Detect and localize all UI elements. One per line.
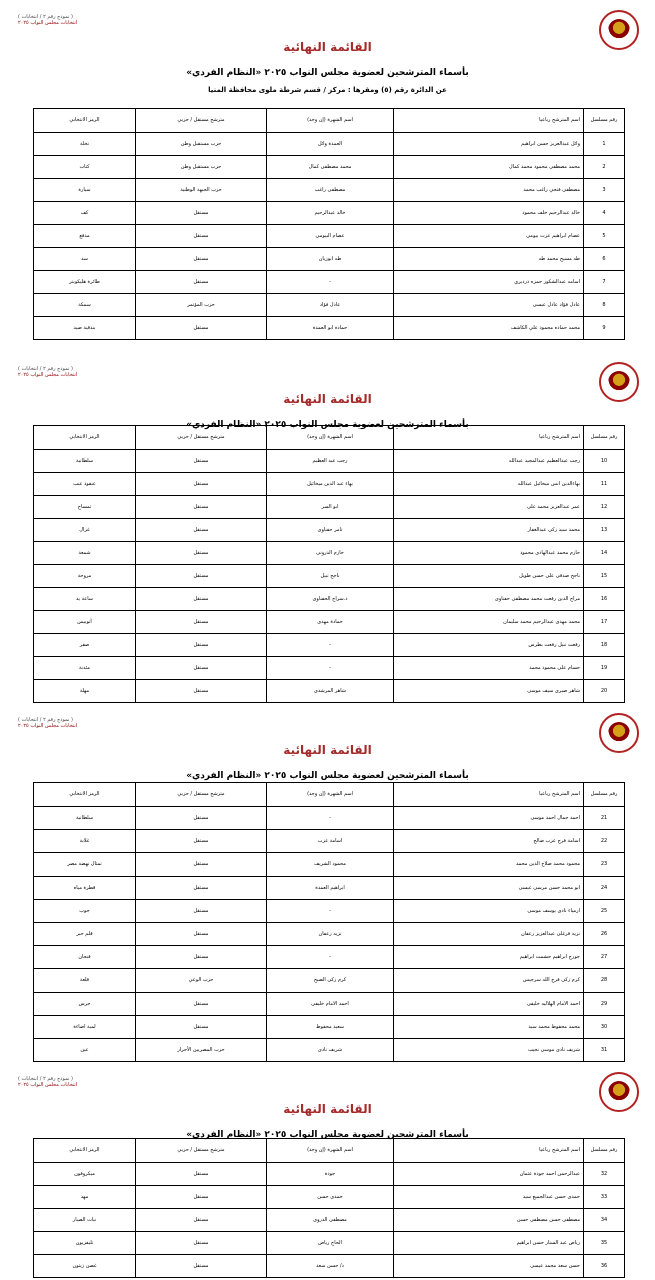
cell-name: طه مسيح محمد طه (394, 248, 584, 271)
table-row (34, 1186, 625, 1209)
column-header-name: اسم المترشح رباعيا (394, 426, 584, 450)
cell-symbol: سلطانية (34, 450, 136, 473)
cell-symbol: قلعة (34, 969, 136, 992)
cell-symbol: غلاية (34, 830, 136, 853)
cell-symbol: طائرة هليكوبتر (34, 271, 136, 294)
page-title: القائمة النهائية (283, 40, 372, 54)
column-header-name: اسم المترشح رباعيا (394, 109, 584, 133)
cell-fame: احمد الامام خليفى (267, 992, 394, 1015)
column-header-symbol: الرمز الانتخابي (34, 783, 136, 807)
cell-category: حزب المصريين الأحرار (136, 1038, 267, 1061)
cell-name: ارمياء نادى يوسف موسى (394, 899, 584, 922)
cell-category: مستقل (136, 317, 267, 340)
cell-num: 26 (584, 922, 625, 945)
cell-num: 22 (584, 830, 625, 853)
cell-name: كرم زكى فرح الله سرجيس (394, 969, 584, 992)
cell-fame: مصطفى الدروى (267, 1209, 394, 1232)
cell-name: اسامة فرج عزب صالح (394, 830, 584, 853)
stamp-line: ( نموذج رقم ٢ / انتخابات ) (18, 366, 73, 372)
cell-category: مستقل (136, 992, 267, 1015)
cell-num: 23 (584, 853, 625, 876)
form-stamp (18, 717, 108, 729)
cell-category: مستقل (136, 565, 267, 588)
cell-fame: محمود الشريف (267, 853, 394, 876)
table-header-row (34, 783, 625, 807)
table-row (34, 1015, 625, 1038)
cell-fame: عادل فؤاد (267, 294, 394, 317)
cell-symbol: نخلة (34, 133, 136, 156)
column-header-num: رقم مسلسل (584, 109, 625, 133)
table-row (34, 1255, 625, 1278)
cell-name: محمد مهدى عبدالرحيم محمد سليمان (394, 611, 584, 634)
cell-num: 4 (584, 202, 625, 225)
form-stamp (18, 1076, 108, 1088)
cell-num: 33 (584, 1186, 625, 1209)
cell-name: احمد الامام الهلاليه خليفى (394, 992, 584, 1015)
table-header-row (34, 109, 625, 133)
cell-name: محمود محمد صلاح الدين محمد (394, 853, 584, 876)
column-header-symbol: الرمز الانتخابي (34, 426, 136, 450)
stamp-line: انتخابات مجلس النواب ٢٠٢٥ (18, 1082, 78, 1088)
cell-fame: حازم الدرونى (267, 542, 394, 565)
table-row (34, 473, 625, 496)
cell-fame: ابو السر (267, 496, 394, 519)
page-subtitle: بأسماء المترشحين لعضوية مجلس النواب ٢٠٢٥ «النظام الفردي» (186, 771, 469, 781)
column-header-fame: اسم الشهرة (إن وجد) (267, 109, 394, 133)
column-header-category: مترشح مستقل / حزبي (136, 109, 267, 133)
table-row (34, 179, 625, 202)
stamp-line: انتخابات مجلس النواب ٢٠٢٥ (18, 20, 78, 26)
cell-num: 36 (584, 1255, 625, 1278)
table-row (34, 588, 625, 611)
cell-category: مستقل (136, 248, 267, 271)
cell-category: مستقل (136, 271, 267, 294)
cell-category: مستقل (136, 1015, 267, 1038)
cell-fame: شاهر المرشدى (267, 680, 394, 703)
cell-name: رياض عبد الستار حسن ابراهيم (394, 1232, 584, 1255)
column-header-name: اسم المترشح رباعيا (394, 1139, 584, 1163)
cell-num: 7 (584, 271, 625, 294)
cell-fame: - (267, 807, 394, 830)
cell-fame: اسامة عزب (267, 830, 394, 853)
cell-num: 13 (584, 519, 625, 542)
cell-fame: - (267, 946, 394, 969)
form-stamp (18, 366, 108, 378)
column-header-category: مترشح مستقل / حزبي (136, 426, 267, 450)
cell-symbol: كف (34, 202, 136, 225)
cell-num: 29 (584, 992, 625, 1015)
table-header-row (34, 1139, 625, 1163)
cell-name: بهاءالدين انس ميخائيل عبدالله (394, 473, 584, 496)
cell-category: مستقل (136, 519, 267, 542)
cell-name: عبدالرحمن احمد جودة عثمان (394, 1163, 584, 1186)
cell-category: مستقل (136, 899, 267, 922)
cell-symbol: مهلة (34, 680, 136, 703)
cell-symbol: تليفزيون (34, 1232, 136, 1255)
cell-symbol: سلطانية (34, 807, 136, 830)
cell-fame: د/ حسن سعد (267, 1255, 394, 1278)
table-row (34, 133, 625, 156)
cell-symbol: جرس (34, 992, 136, 1015)
cell-name: محمد حماده محمود علي الكاشف (394, 317, 584, 340)
cell-category: مستقل (136, 853, 267, 876)
table-row (34, 542, 625, 565)
cell-fame: - (267, 657, 394, 680)
candidates-table (33, 782, 625, 1062)
cell-category: مستقل (136, 680, 267, 703)
cell-fame: طه ابوزيان (267, 248, 394, 271)
cell-symbol: قطرة مياه (34, 876, 136, 899)
stamp-line: ( نموذج رقم ٢ / انتخابات ) (18, 717, 73, 723)
table-row (34, 946, 625, 969)
cell-category: مستقل (136, 1186, 267, 1209)
column-header-fame: اسم الشهرة (إن وجد) (267, 426, 394, 450)
cell-category: حزب المؤتمر (136, 294, 267, 317)
cell-num: 8 (584, 294, 625, 317)
cell-fame: خالد عبدالرحيم (267, 202, 394, 225)
cell-fame: حمادة ابو العمدة (267, 317, 394, 340)
cell-num: 20 (584, 680, 625, 703)
table-row (34, 202, 625, 225)
table-header-row (34, 426, 625, 450)
cell-fame: الحاج رياض (267, 1232, 394, 1255)
table-row (34, 876, 625, 899)
cell-fame: - (267, 271, 394, 294)
cell-category: مستقل (136, 807, 267, 830)
cell-name: مصطفى فتحي راغب محمد (394, 179, 584, 202)
cell-name: محمد سيد زكى عبدالغفار (394, 519, 584, 542)
cell-category: مستقل (136, 876, 267, 899)
cell-fame: سعيد محفوظ (267, 1015, 394, 1038)
cell-symbol: ميكروفون (34, 1163, 136, 1186)
cell-fame: حمدى حسن (267, 1186, 394, 1209)
cell-category: مستقل (136, 830, 267, 853)
cell-symbol: شمعة (34, 542, 136, 565)
cell-num: 35 (584, 1232, 625, 1255)
column-header-num: رقم مسلسل (584, 783, 625, 807)
column-header-num: رقم مسلسل (584, 426, 625, 450)
page-title: القائمة النهائية (283, 743, 372, 757)
table-row (34, 1038, 625, 1061)
table-row (34, 992, 625, 1015)
cell-symbol: تمثال نهضة مصر (34, 853, 136, 876)
cell-num: 27 (584, 946, 625, 969)
column-header-num: رقم مسلسل (584, 1139, 625, 1163)
cell-num: 1 (584, 133, 625, 156)
cell-num: 16 (584, 588, 625, 611)
district-line: عن الدائرة رقم (٥) ومقرها : مركز / قسم شرطة ملوى محافظة المنيا (208, 86, 447, 94)
column-header-fame: اسم الشهرة (إن وجد) (267, 783, 394, 807)
cell-num: 2 (584, 156, 625, 179)
cell-name: عصام ابراهيم عزت بيومى (394, 225, 584, 248)
cell-category: مستقل (136, 611, 267, 634)
cell-name: حسن سعد محمد عيسى (394, 1255, 584, 1278)
table-row (34, 225, 625, 248)
cell-fame: جودة (267, 1163, 394, 1186)
cell-symbol: مروحة (34, 565, 136, 588)
column-header-symbol: الرمز الانتخابي (34, 109, 136, 133)
cell-category: مستقل (136, 1163, 267, 1186)
cell-category: مستقل (136, 1232, 267, 1255)
cell-fame: عصام البيومى (267, 225, 394, 248)
cell-fame: ناجح نبيل (267, 565, 394, 588)
cell-fame: رجب عبد العظيم (267, 450, 394, 473)
cell-num: 3 (584, 179, 625, 202)
cell-category: مستقل (136, 588, 267, 611)
cell-num: 15 (584, 565, 625, 588)
cell-fame: ابراهيم العمدة (267, 876, 394, 899)
cell-category: مستقل (136, 634, 267, 657)
cell-symbol: مهد (34, 1186, 136, 1209)
cell-name: عادل فؤاد عادل عيسى (394, 294, 584, 317)
column-header-category: مترشح مستقل / حزبي (136, 1139, 267, 1163)
column-header-category: مترشح مستقل / حزبي (136, 783, 267, 807)
cell-name: ابو محمد حسن مرسى عيسى (394, 876, 584, 899)
cell-fame: مصطفى راغب (267, 179, 394, 202)
stamp-line: انتخابات مجلس النواب ٢٠٢٥ (18, 723, 78, 729)
cell-symbol: جوب (34, 899, 136, 922)
table-row (34, 271, 625, 294)
cell-num: 32 (584, 1163, 625, 1186)
cell-num: 34 (584, 1209, 625, 1232)
cell-fame: - (267, 634, 394, 657)
table-row (34, 450, 625, 473)
cell-category: حزب مستقبل وطن (136, 133, 267, 156)
cell-category: مستقل (136, 1255, 267, 1278)
cell-fame: - (267, 899, 394, 922)
cell-name: محمد محفوظ محمد سيد (394, 1015, 584, 1038)
table-row (34, 317, 625, 340)
cell-category: مستقل (136, 1209, 267, 1232)
table-row (34, 611, 625, 634)
cell-name: رفعت نبيل رفعت بطرس (394, 634, 584, 657)
table-row (34, 634, 625, 657)
cell-name: وائل عبدالعزيز حسن ابراهيم (394, 133, 584, 156)
cell-symbol: مئذنة (34, 657, 136, 680)
cell-symbol: صقر (34, 634, 136, 657)
cell-symbol: قلم حبر (34, 922, 136, 945)
cell-name: حمدى حسن عبدالجميع سيد (394, 1186, 584, 1209)
cell-num: 9 (584, 317, 625, 340)
page-subtitle: بأسماء المترشحين لعضوية مجلس النواب ٢٠٢٥ «النظام الفردي» (186, 1130, 469, 1140)
table-row (34, 1209, 625, 1232)
cell-symbol: فنجان (34, 946, 136, 969)
table-row (34, 807, 625, 830)
cell-name: جورج ابراهيم حشمت ابراهيم (394, 946, 584, 969)
cell-num: 21 (584, 807, 625, 830)
page-title: القائمة النهائية (283, 1102, 372, 1116)
table-row (34, 657, 625, 680)
cell-num: 28 (584, 969, 625, 992)
cell-name: حسام على محمود محمد (394, 657, 584, 680)
cell-category: مستقل (136, 473, 267, 496)
table-row (34, 830, 625, 853)
cell-name: شاهر صبرى سيف موسى (394, 680, 584, 703)
cell-symbol: غزال (34, 519, 136, 542)
table-row (34, 922, 625, 945)
cell-symbol: سد (34, 248, 136, 271)
cell-num: 5 (584, 225, 625, 248)
cell-symbol: كتاب (34, 156, 136, 179)
cell-num: 12 (584, 496, 625, 519)
cell-name: شريف نادى موسى نجيب (394, 1038, 584, 1061)
cell-symbol: عنقود عنب (34, 473, 136, 496)
stamp-line: ( نموذج رقم ٢ / انتخابات ) (18, 14, 73, 20)
cell-num: 17 (584, 611, 625, 634)
column-header-name: اسم المترشح رباعيا (394, 783, 584, 807)
cell-name: عمر عبدالعزيز محمد على (394, 496, 584, 519)
cell-category: مستقل (136, 922, 267, 945)
cell-num: 18 (584, 634, 625, 657)
table-row (34, 496, 625, 519)
cell-category: حزب الوعي (136, 969, 267, 992)
cell-name: مصطفى حسن مصطفى حسن (394, 1209, 584, 1232)
table-row (34, 294, 625, 317)
page-title: القائمة النهائية (283, 392, 372, 406)
column-header-fame: اسم الشهرة (إن وجد) (267, 1139, 394, 1163)
candidates-table (33, 1138, 625, 1278)
cell-name: حازم محمد عبدالهادى محمود (394, 542, 584, 565)
stamp-line: انتخابات مجلس النواب ٢٠٢٥ (18, 372, 78, 378)
cell-name: ناجح صدقى على حسن طويل (394, 565, 584, 588)
cell-category: حزب مستقبل وطن (136, 156, 267, 179)
cell-num: 24 (584, 876, 625, 899)
cell-name: خالد عبدالرحيم خلف محمود (394, 202, 584, 225)
cell-category: مستقل (136, 657, 267, 680)
cell-name: مراج الدين رفعت محمد مصطفى حفناوى (394, 588, 584, 611)
cell-fame: محمد مصطفى كمال (267, 156, 394, 179)
candidates-table (33, 108, 625, 340)
cell-fame: حمادة مهدى (267, 611, 394, 634)
cell-symbol: نبات الصبار (34, 1209, 136, 1232)
cell-symbol: سمكة (34, 294, 136, 317)
cell-symbol: بندقية صيد (34, 317, 136, 340)
cell-symbol: مدفع (34, 225, 136, 248)
cell-num: 30 (584, 1015, 625, 1038)
form-stamp (18, 14, 108, 26)
table-row (34, 853, 625, 876)
table-row (34, 899, 625, 922)
table-row (34, 680, 625, 703)
cell-category: مستقل (136, 496, 267, 519)
table-row (34, 248, 625, 271)
table-row (34, 519, 625, 542)
table-row (34, 1232, 625, 1255)
cell-fame: بهاء عبد الدين ميخائيل (267, 473, 394, 496)
cell-name: رجب عبدالعظيم عبدالمجيد عبدالله (394, 450, 584, 473)
cell-symbol: لمبة اضاءة (34, 1015, 136, 1038)
cell-num: 31 (584, 1038, 625, 1061)
cell-symbol: غصن زيتون (34, 1255, 136, 1278)
cell-num: 19 (584, 657, 625, 680)
cell-fame: كرم زكى الصبح (267, 969, 394, 992)
cell-category: مستقل (136, 946, 267, 969)
cell-fame: شريف نادى (267, 1038, 394, 1061)
cell-num: 11 (584, 473, 625, 496)
cell-category: مستقل (136, 542, 267, 565)
cell-fame: تامر حفناوى (267, 519, 394, 542)
page-subtitle: بأسماء المترشحين لعضوية مجلس النواب ٢٠٢٥ «النظام الفردي» (186, 68, 469, 78)
cell-name: اسامه عبدالشكور حمزه درديري (394, 271, 584, 294)
table-row (34, 156, 625, 179)
cell-symbol: سيارة (34, 179, 136, 202)
cell-category: مستقل (136, 450, 267, 473)
cell-name: نزيه فرغلى عبدالعزيز زعفان (394, 922, 584, 945)
cell-symbol: عين (34, 1038, 136, 1061)
table-row (34, 969, 625, 992)
cell-symbol: ساعة يد (34, 588, 136, 611)
cell-fame: العمدة وائل (267, 133, 394, 156)
cell-symbol: تمساح (34, 496, 136, 519)
cell-category: مستقل (136, 225, 267, 248)
candidates-table (33, 425, 625, 703)
cell-num: 25 (584, 899, 625, 922)
page-subtitle: بأسماء المترشحين لعضوية مجلس النواب ٢٠٢٥ «النظام الفردي» (186, 420, 469, 430)
table-row (34, 565, 625, 588)
cell-fame: د.سراج الحفناوى (267, 588, 394, 611)
cell-num: 6 (584, 248, 625, 271)
stamp-line: ( نموذج رقم ٢ / انتخابات ) (18, 1076, 73, 1082)
cell-category: مستقل (136, 202, 267, 225)
cell-fame: نزيه زعفان (267, 922, 394, 945)
cell-name: احمد جمال احمد موسى (394, 807, 584, 830)
cell-name: محمد مصطفى محمود محمد كمال (394, 156, 584, 179)
table-row (34, 1163, 625, 1186)
cell-num: 10 (584, 450, 625, 473)
cell-symbol: أتوبيس (34, 611, 136, 634)
column-header-symbol: الرمز الانتخابي (34, 1139, 136, 1163)
cell-num: 14 (584, 542, 625, 565)
cell-category: حزب الجبهة الوطنية (136, 179, 267, 202)
